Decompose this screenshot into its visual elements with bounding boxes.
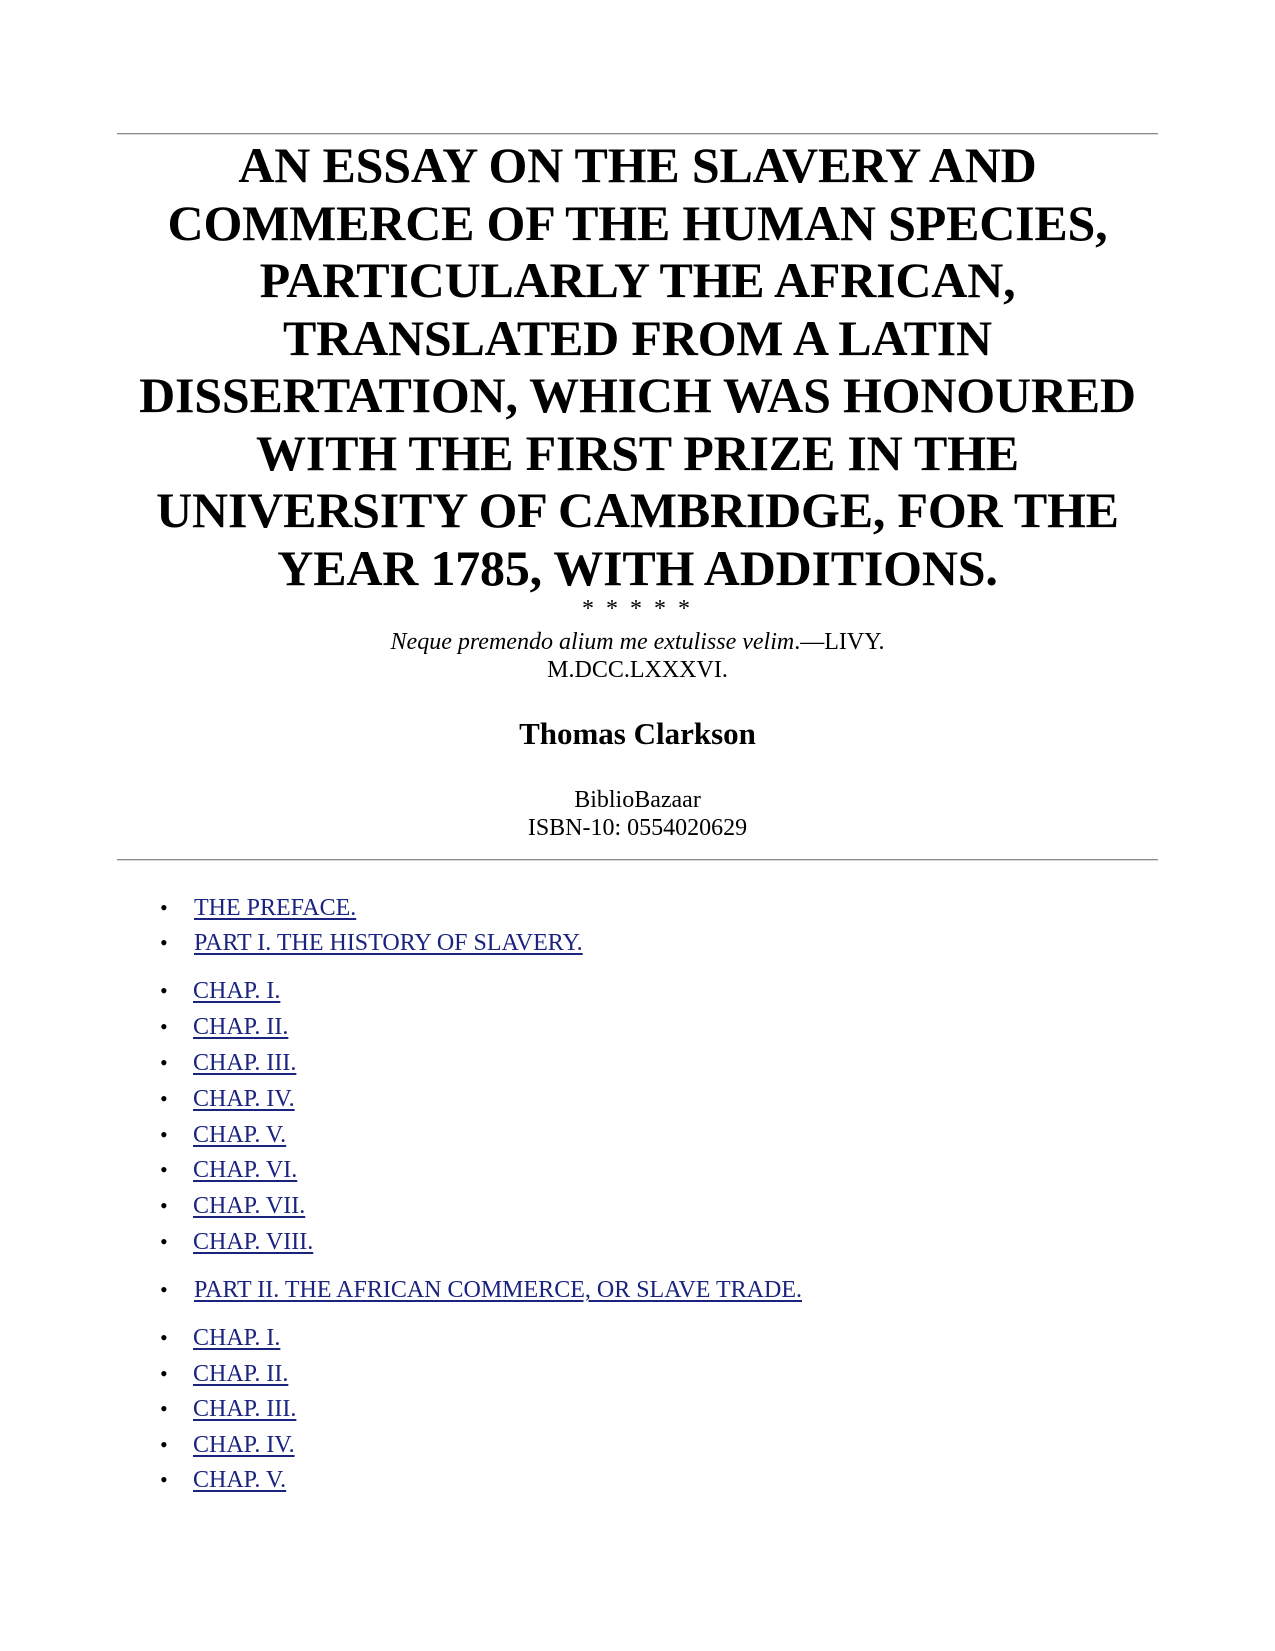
toc-link-part-2-chap-4[interactable]: CHAP. IV. <box>193 1432 295 1458</box>
toc-link-part-1-chap-4[interactable]: CHAP. IV. <box>193 1086 295 1112</box>
epigraph-quote: Neque premendo alium me extulisse velim <box>390 629 795 655</box>
toc-item-part-1-chapter <box>160 1048 296 1078</box>
bullet-icon: • <box>160 1361 168 1386</box>
toc-item-part-1-chapter <box>160 1155 297 1185</box>
isbn: ISBN-10: 0554020629 <box>527 815 748 841</box>
toc-item-part-1-chapter <box>160 1120 286 1150</box>
toc-item-part-2-chapter <box>160 1465 286 1495</box>
bullet-icon: • <box>160 1467 168 1492</box>
toc-link-part-1-chap-2[interactable]: CHAP. II. <box>193 1014 289 1040</box>
toc-link-part-1-chap-7[interactable]: CHAP. VII. <box>193 1193 306 1219</box>
toc-link-part-2-chap-3[interactable]: CHAP. III. <box>193 1396 297 1422</box>
toc-link-part-1[interactable]: PART I. THE HISTORY OF SLAVERY. <box>194 930 583 956</box>
toc-item-part-2-chapter <box>160 1394 296 1424</box>
toc-item-part-1-chapter <box>160 1191 305 1221</box>
separator-stars: * * * * * <box>582 596 693 622</box>
bullet-icon: • <box>160 1229 168 1254</box>
toc-item-part-1 <box>160 928 583 958</box>
toc-item-part-2-chapter <box>160 1430 295 1460</box>
toc-item-part-2-chapter <box>160 1323 280 1353</box>
toc-link-part-2[interactable]: PART II. THE AFRICAN COMMERCE, OR SLAVE TRADE. <box>194 1277 802 1303</box>
toc-link-part-2-chap-2[interactable]: CHAP. II. <box>193 1361 289 1387</box>
toc-item-part-1-chapter <box>160 1227 313 1257</box>
bullet-icon: • <box>160 930 168 955</box>
toc-link-part-1-chap-8[interactable]: CHAP. VIII. <box>193 1229 314 1255</box>
book-title: AN ESSAY ON THE SLAVERY AND COMMERCE OF THE HUMAN SPECIES, PARTICULARLY THE AFRICAN, TRANSLATED FROM A LATIN DISSERTATION, WHICH WAS HONOURED WITH THE FIRST PRIZE IN THE UNIVERSITY OF CAMBRIDGE, FOR THE YEAR 1785, WITH ADDITIONS. <box>139 137 1136 596</box>
toc-item-preface <box>160 893 356 923</box>
toc-item-part-2-chapter <box>160 1359 288 1389</box>
bullet-icon: • <box>160 1050 168 1075</box>
toc-link-part-1-chap-1[interactable]: CHAP. I. <box>193 978 281 1004</box>
bullet-icon: • <box>160 1432 168 1457</box>
author-name: Thomas Clarkson <box>519 716 756 751</box>
bullet-icon: • <box>160 1325 168 1350</box>
toc-item-part-2 <box>160 1275 802 1305</box>
toc-link-part-1-chap-3[interactable]: CHAP. III. <box>193 1050 297 1076</box>
toc-link-part-2-chap-5[interactable]: CHAP. V. <box>193 1467 287 1493</box>
toc-item-part-1-chapter <box>160 1084 295 1114</box>
bullet-icon: • <box>160 1122 168 1147</box>
bullet-icon: • <box>160 1086 168 1111</box>
bullet-icon: • <box>160 1277 168 1302</box>
toc-link-part-1-chap-6[interactable]: CHAP. VI. <box>193 1157 298 1183</box>
toc-link-part-1-chap-5[interactable]: CHAP. V. <box>193 1122 287 1148</box>
bottom-horizontal-rule <box>117 859 1158 861</box>
publication-date: M.DCC.LXXXVI. <box>547 657 728 683</box>
publisher-name: BiblioBazaar <box>574 787 701 813</box>
bullet-icon: • <box>160 1014 168 1039</box>
bullet-icon: • <box>160 1396 168 1421</box>
toc-item-part-1-chapter <box>160 1012 288 1042</box>
epigraph-attribution: .—LIVY. <box>794 629 885 655</box>
top-horizontal-rule <box>117 133 1158 135</box>
bullet-icon: • <box>160 895 168 920</box>
toc-item-part-1-chapter <box>160 976 280 1006</box>
bullet-icon: • <box>160 1193 168 1218</box>
epigraph <box>117 628 1158 656</box>
bullet-icon: • <box>160 978 168 1003</box>
toc-link-preface[interactable]: THE PREFACE. <box>194 895 357 921</box>
bullet-icon: • <box>160 1157 168 1182</box>
toc-link-part-2-chap-1[interactable]: CHAP. I. <box>193 1325 281 1351</box>
